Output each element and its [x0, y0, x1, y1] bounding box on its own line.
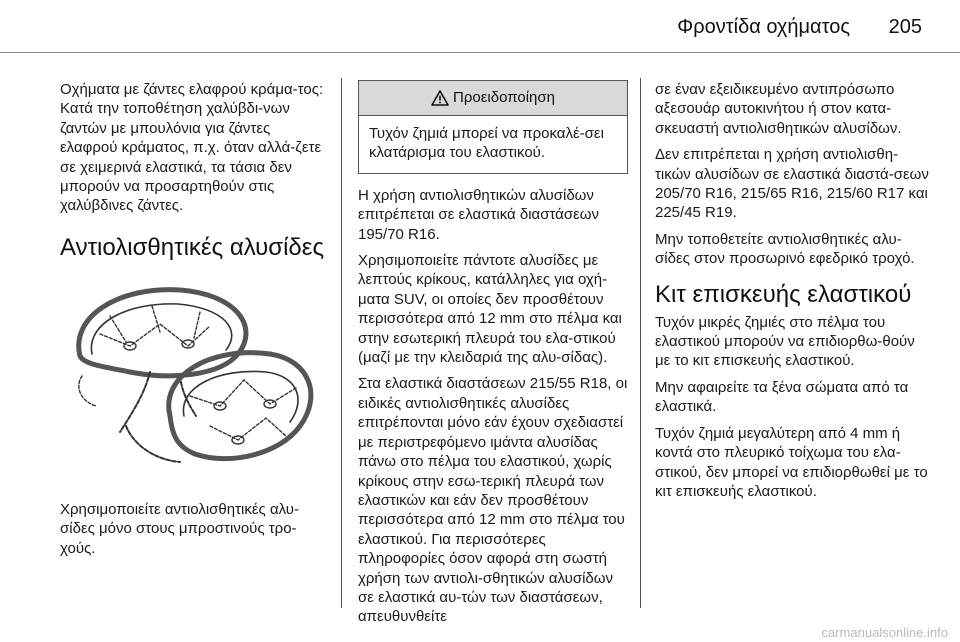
- spare-wheel-paragraph: Μην τοποθετείτε αντιολισθητικές αλυ-σίδες στον προσωρινό εφεδρικό τροχό.: [655, 230, 915, 268]
- intro-paragraph: Οχήματα με ζάντες ελαφρού κράμα-τος: Κατά την τοποθέτηση χαλύβδι-νων ζαντών με μπουλόνια για ζάντες ελαφρού κράματος, π.χ. όταν αλλά-ζετε σε χειμερινά ελαστικά, τα τάσια δεν μπορούν να προσαρτηθούν στις χαλύβδινες ζάντες.: [60, 81, 324, 215]
- page-header: [0, 0, 960, 53]
- warning-header: [359, 81, 627, 116]
- section-heading-snow-chains: Αντιολισθητικές αλυσίδες: [60, 233, 325, 261]
- column-1: [60, 80, 328, 565]
- front-wheels-paragraph: Χρησιμοποιείτε αντιολισθητικές αλυ-σίδες μόνο στους μπροστινούς τρο-χούς.: [60, 500, 299, 557]
- chains-allowed-paragraph: Η χρήση αντιολισθητικών αλυσίδων επιτρέπεται σε ελαστικά διαστάσεων 195/70 R16.: [358, 186, 600, 243]
- section-heading-repair-kit: Κιτ επισκευής ελαστικού: [655, 280, 912, 308]
- snow-chains-illustration: [60, 276, 328, 476]
- page-number: 205: [888, 16, 922, 38]
- column-divider: [341, 78, 342, 608]
- large-damage-paragraph: Τυχόν ζημιά μεγαλύτερη από 4 mm ή κοντά στο πλευρικό τοίχωμα του ελα-στικού, δεν μπορεί να επιδιορθωθεί με το κιτ επισκευής ελαστικού.: [655, 424, 928, 500]
- special-chains-paragraph: Στα ελαστικά διαστάσεων 215/55 R18, οι ειδικές αντιολισθητικές αλυσίδες επιτρέπονται μόνο εάν έχουν σχεδιαστεί με περιστρεφόμενο ιμάντα αλυσίδας πάνω στο πέλμα του ελαστικού, χωρίς κρίκους στην εσω-τερική πλευρά των ελαστικών και εάν δεν προσθέτουν περισσότερα από 12 mm στο πέλμα του ελαστικού. Για περισσότερες πληροφορίες όσον αφορά στη σωστή χρήση των αντιολι-σθητικών αλυσίδων σε ελαστικά αυ-τών των διαστάσεων, απευθυνθείτε: [358, 375, 628, 626]
- warning-triangle-icon: [431, 90, 449, 106]
- column-3: [655, 80, 930, 508]
- column-divider: [640, 78, 641, 608]
- warning-body: Τυχόν ζημιά μπορεί να προκαλέ-σει κλατάρισμα του ελαστικού.: [369, 125, 604, 162]
- warning-title: Προειδοποίηση: [453, 89, 555, 107]
- foreign-objects-paragraph: Μην αφαιρείτε τα ξένα σώματα από τα ελαστικά.: [655, 378, 909, 416]
- column-2: [358, 80, 628, 634]
- not-allowed-paragraph: Δεν επιτρέπεται η χρήση αντιολισθη-τικών αλυσίδων σε ελαστικά διαστά-σεων 205/70 R16, 215/65 R16, 215/60 R17 και 225/45 R19.: [655, 146, 929, 222]
- dealer-paragraph: σε έναν εξειδικευμένο αντιπρόσωπο αξεσουάρ αυτοκινήτου ή στον κατα-σκευαστή αντιολισθητικών αλυσίδων.: [655, 81, 902, 137]
- thin-links-paragraph: Χρησιμοποιείτε πάντοτε αλυσίδες με λεπτούς κρίκους, κατάλληλες για οχή-ματα SUV, οι οποίες δεν προσθέτουν περισσότερα από 12 mm στο πέλμα και στην εσωτερική πλευρά του ελα-στικού (μαζί με την κλειδαριά της αλυ-σίδας).: [358, 252, 622, 367]
- repair-kit-paragraph: Τυχόν μικρές ζημιές στο πέλμα του ελαστικού μπορούν να επιδιορθω-θούν με το κιτ επισκευής ελαστικού.: [655, 313, 915, 370]
- warning-box: [358, 80, 628, 174]
- header-title: Φροντίδα οχήματος: [677, 16, 850, 38]
- watermark: carmanualsonline.info: [821, 625, 948, 640]
